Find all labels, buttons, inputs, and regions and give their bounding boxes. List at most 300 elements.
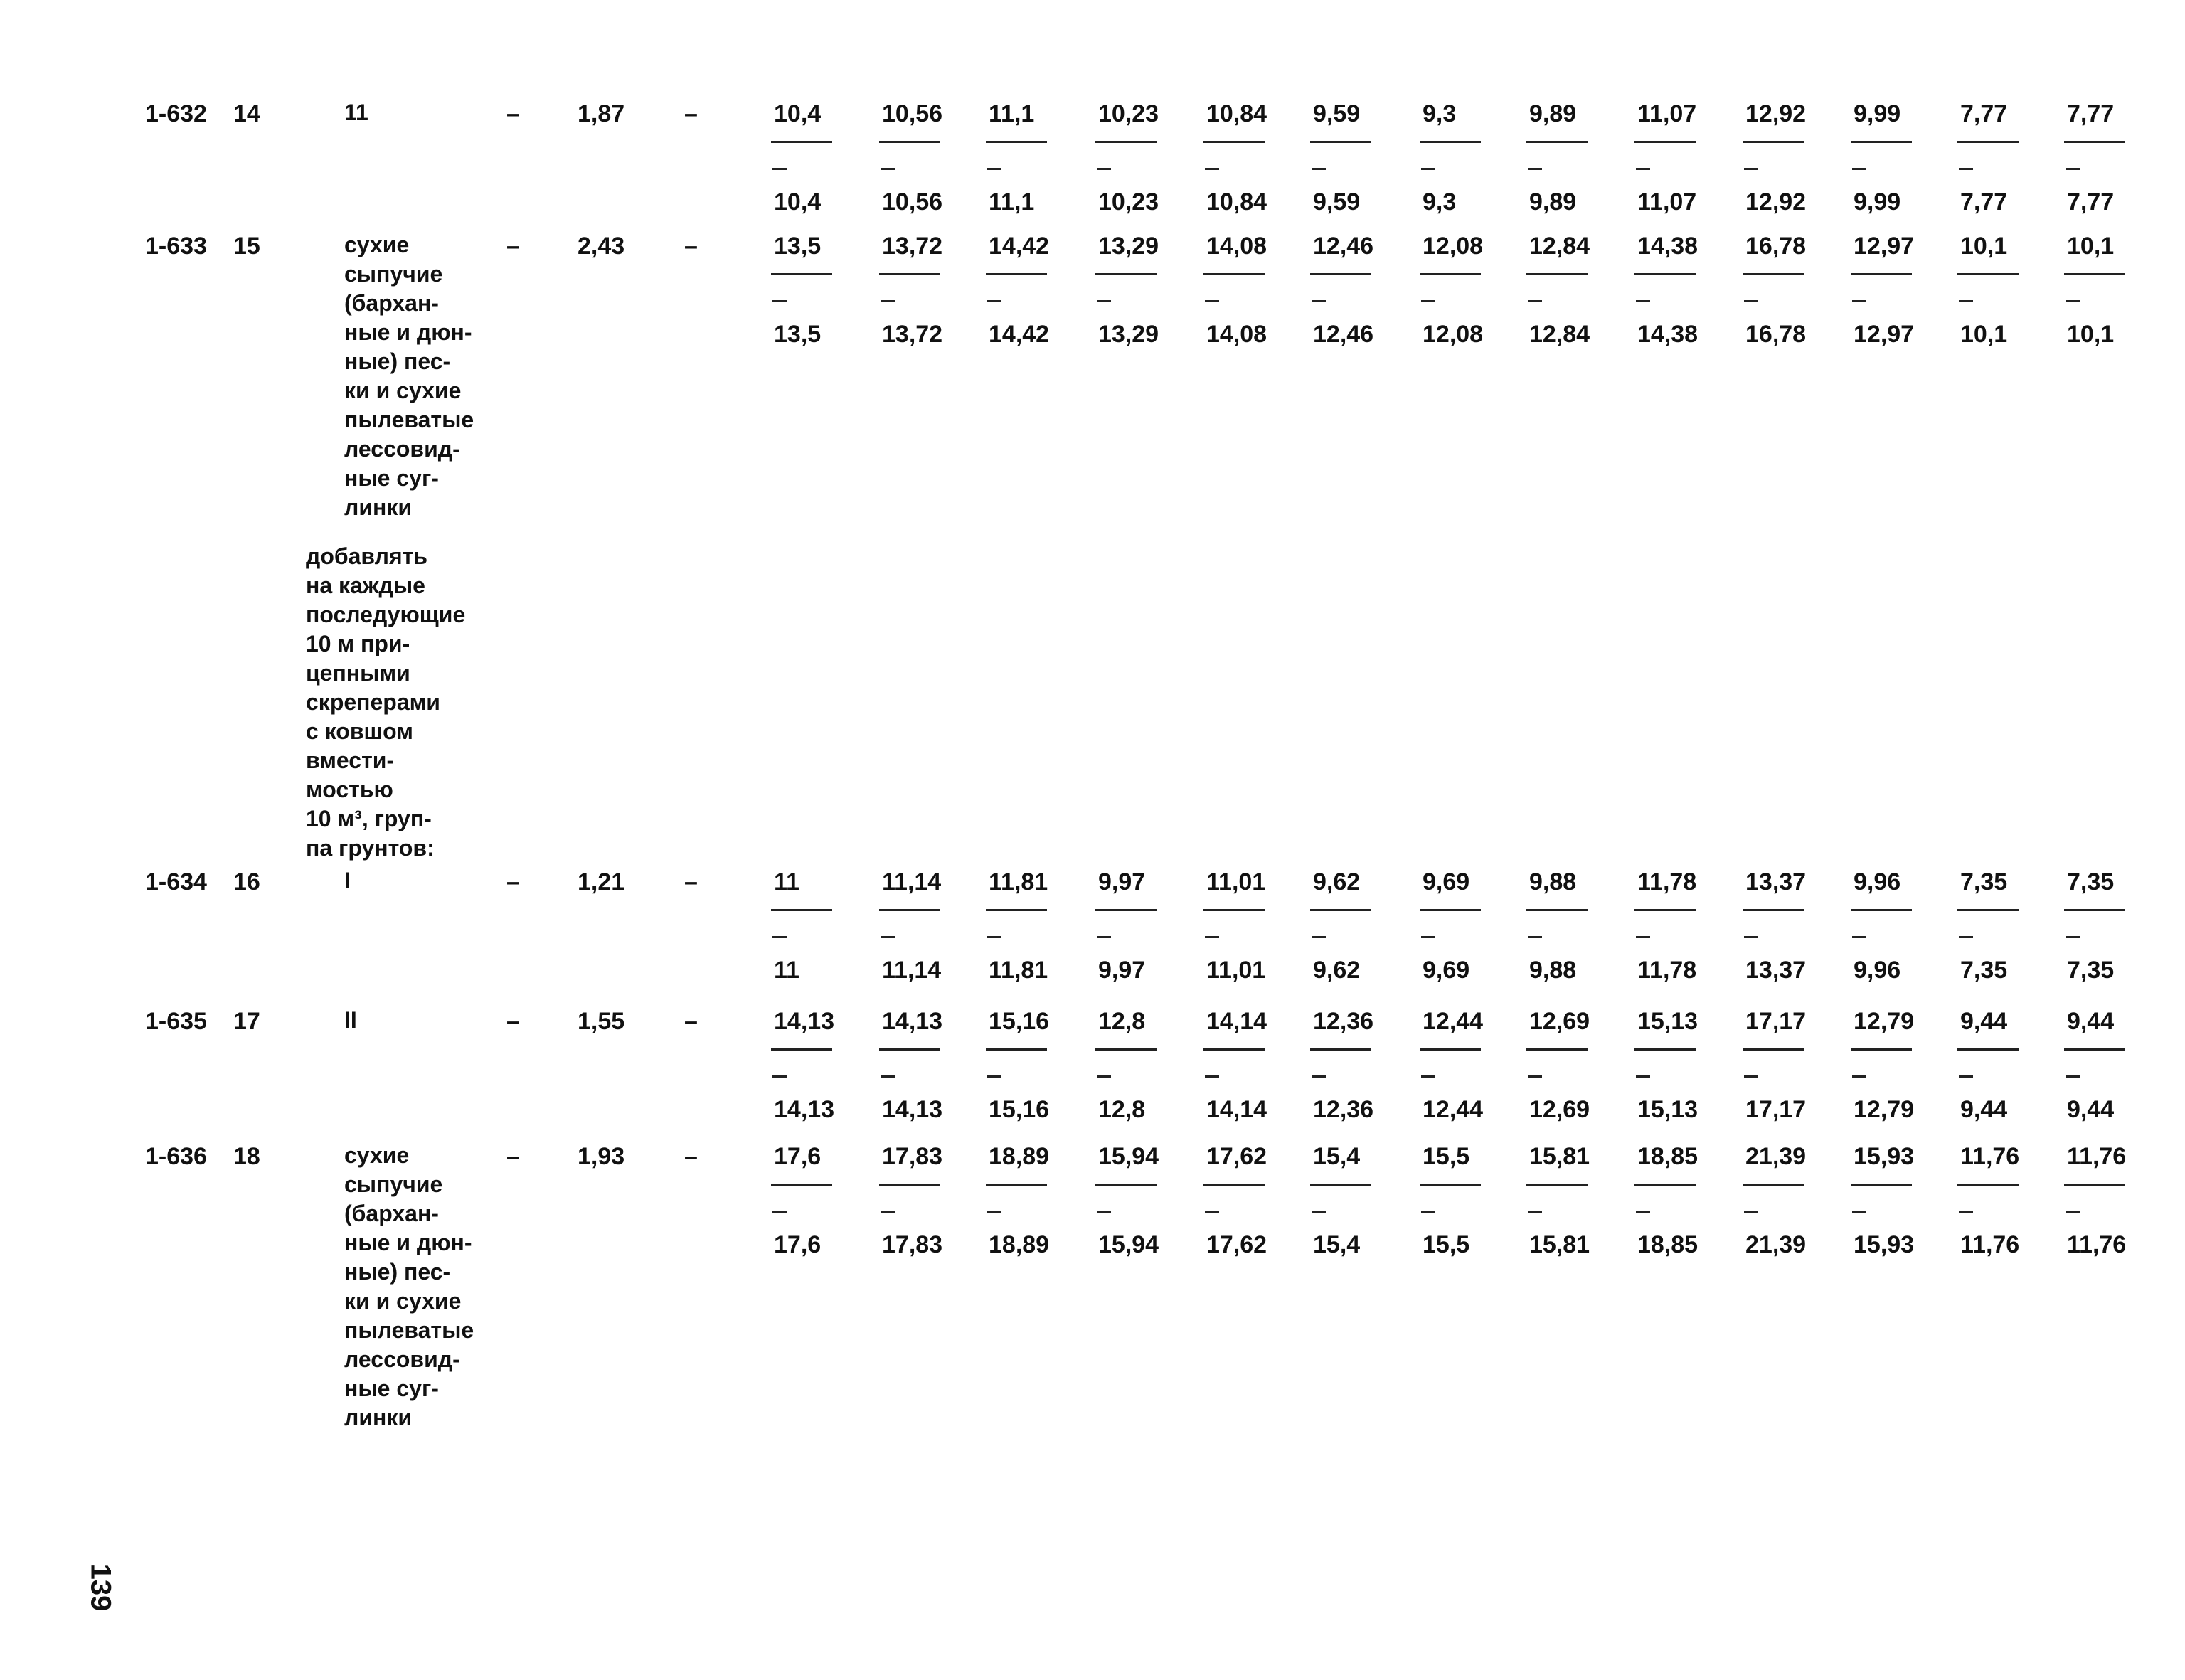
description-line: линки: [344, 1405, 413, 1430]
fraction-denominator: 14,13: [882, 1096, 943, 1123]
fraction-denominator: 12,44: [1423, 1096, 1484, 1123]
fraction-denominator: 14,13: [774, 1096, 835, 1123]
fraction-denominator: 13,5: [774, 321, 822, 348]
fraction-numerator: 11,1: [989, 100, 1035, 127]
fraction-bar: [1420, 1048, 1481, 1051]
fraction-denominator: 9,97: [1098, 957, 1146, 984]
fraction-denominator: 9,44: [2067, 1096, 2115, 1123]
fraction-mark: [1421, 300, 1435, 302]
fraction-mark: [1421, 936, 1435, 938]
fraction-numerator: 12,44: [1423, 1008, 1484, 1035]
fraction-numerator: 7,35: [1960, 868, 2008, 895]
fraction-bar: [1310, 909, 1371, 911]
fraction-denominator: 17,17: [1745, 1096, 1807, 1123]
fraction-mark: [881, 168, 895, 170]
fraction-bar: [1310, 273, 1371, 275]
description-line: ные) пес-: [344, 1259, 451, 1285]
note-line: 10 м³, груп-: [306, 806, 432, 831]
fraction-mark: [1205, 168, 1219, 170]
row-number: 17: [233, 1008, 260, 1035]
description-line: лессовид-: [344, 436, 460, 462]
fraction-mark: [772, 936, 787, 938]
fraction-denominator: 7,77: [1960, 188, 2008, 216]
column-dash-1: –: [506, 1143, 520, 1170]
fraction-numerator: 12,46: [1313, 233, 1374, 260]
fraction-numerator: 13,29: [1098, 233, 1159, 260]
fraction-mark: [1744, 1211, 1758, 1213]
fraction-bar: [1310, 141, 1371, 143]
fraction-mark: [1636, 1075, 1650, 1078]
fraction-bar: [1957, 273, 2019, 275]
description-line: ные и дюн-: [344, 1230, 472, 1255]
row-number: 14: [233, 100, 260, 127]
fraction-bar: [1095, 909, 1157, 911]
fraction-mark: [1744, 300, 1758, 302]
fraction-numerator: 7,35: [2067, 868, 2115, 895]
fraction-denominator: 14,08: [1206, 321, 1267, 348]
fraction-numerator: 13,37: [1745, 868, 1807, 895]
fraction-numerator: 13,72: [882, 233, 943, 260]
fraction-bar: [2064, 1184, 2125, 1186]
fraction-bar: [1634, 141, 1696, 143]
fraction-mark: [881, 1075, 895, 1078]
row-number: 18: [233, 1143, 260, 1170]
fraction-numerator: 10,56: [882, 100, 943, 127]
fraction-bar: [771, 909, 832, 911]
fraction-bar: [1203, 1184, 1265, 1186]
column-value-2: 1,55: [578, 1008, 625, 1035]
fraction-denominator: 9,3: [1423, 188, 1457, 216]
fraction-mark: [1852, 300, 1866, 302]
fraction-denominator: 14,42: [989, 321, 1050, 348]
fraction-mark: [1959, 1075, 1973, 1078]
fraction-numerator: 11,07: [1637, 100, 1697, 127]
fraction-denominator: 10,4: [774, 188, 822, 216]
fraction-mark: [1312, 300, 1326, 302]
fraction-bar: [1095, 273, 1157, 275]
column-dash-1: –: [506, 233, 520, 260]
note-line: цепными: [306, 660, 410, 686]
column-value-2: 1,87: [578, 100, 625, 127]
row-number: 16: [233, 868, 260, 895]
fraction-numerator: 11,78: [1637, 868, 1697, 895]
fraction-mark: [987, 1075, 1001, 1078]
fraction-numerator: 12,97: [1854, 233, 1915, 260]
description-line: пылеватые: [344, 1317, 474, 1343]
fraction-denominator: 7,35: [1960, 957, 2008, 984]
fraction-mark: [1852, 936, 1866, 938]
fraction-denominator: 11,01: [1206, 957, 1266, 984]
note-line: скреперами: [306, 689, 440, 715]
fraction-mark: [1959, 300, 1973, 302]
fraction-numerator: 12,92: [1745, 100, 1807, 127]
fraction-bar: [1526, 273, 1588, 275]
fraction-denominator: 9,44: [1960, 1096, 2008, 1123]
fraction-bar: [879, 909, 940, 911]
fraction-denominator: 10,1: [1960, 321, 2008, 348]
row-number: 15: [233, 233, 260, 260]
fraction-numerator: 14,38: [1637, 233, 1698, 260]
fraction-mark: [1528, 1075, 1542, 1078]
fraction-numerator: 11,76: [2067, 1143, 2127, 1170]
description-line: I: [344, 868, 351, 893]
fraction-mark: [1852, 168, 1866, 170]
fraction-mark: [1421, 1211, 1435, 1213]
fraction-numerator: 10,4: [774, 100, 822, 127]
fraction-mark: [1744, 1075, 1758, 1078]
fraction-denominator: 12,92: [1745, 188, 1807, 216]
fraction-denominator: 21,39: [1745, 1231, 1807, 1258]
fraction-denominator: 11,76: [2067, 1231, 2127, 1258]
fraction-numerator: 12,84: [1529, 233, 1590, 260]
fraction-bar: [1095, 1184, 1157, 1186]
row-description: [344, 866, 351, 895]
fraction-numerator: 10,1: [1960, 233, 2008, 260]
description-line: ные суг-: [344, 1376, 439, 1401]
fraction-denominator: 7,35: [2067, 957, 2115, 984]
fraction-mark: [2066, 300, 2080, 302]
fraction-denominator: 18,89: [989, 1231, 1050, 1258]
description-line: ные суг-: [344, 465, 439, 491]
fraction-bar: [1310, 1048, 1371, 1051]
fraction-bar: [1526, 909, 1588, 911]
fraction-mark: [1959, 936, 1973, 938]
fraction-mark: [1528, 300, 1542, 302]
page-number: 139: [85, 1563, 117, 1612]
fraction-mark: [987, 168, 1001, 170]
fraction-bar: [1957, 1184, 2019, 1186]
column-value-2: 1,21: [578, 868, 625, 895]
fraction-denominator: 12,46: [1313, 321, 1374, 348]
fraction-mark: [881, 936, 895, 938]
fraction-denominator: 18,85: [1637, 1231, 1698, 1258]
fraction-mark: [987, 1211, 1001, 1213]
fraction-bar: [1420, 141, 1481, 143]
note-line: на каждые: [306, 573, 425, 598]
fraction-bar: [879, 1184, 940, 1186]
row-description: [344, 230, 474, 522]
fraction-denominator: 12,08: [1423, 321, 1484, 348]
fraction-bar: [2064, 909, 2125, 911]
fraction-mark: [1636, 936, 1650, 938]
fraction-bar: [986, 909, 1047, 911]
fraction-numerator: 11: [774, 868, 799, 895]
fraction-denominator: 15,4: [1313, 1231, 1361, 1258]
fraction-denominator: 15,5: [1423, 1231, 1470, 1258]
description-line: линки: [344, 494, 413, 520]
fraction-numerator: 12,08: [1423, 233, 1484, 260]
fraction-denominator: 17,6: [774, 1231, 822, 1258]
fraction-bar: [1851, 1184, 1912, 1186]
fraction-numerator: 9,99: [1854, 100, 1901, 127]
fraction-bar: [986, 1184, 1047, 1186]
fraction-numerator: 9,97: [1098, 868, 1146, 895]
fraction-numerator: 9,44: [1960, 1008, 2008, 1035]
column-dash-3: –: [684, 1143, 698, 1170]
fraction-mark: [1312, 1075, 1326, 1078]
fraction-bar: [1743, 909, 1804, 911]
fraction-denominator: 12,84: [1529, 321, 1590, 348]
fraction-bar: [879, 141, 940, 143]
column-dash-3: –: [684, 233, 698, 260]
row-code: 1-632: [145, 100, 207, 127]
fraction-numerator: 17,6: [774, 1143, 822, 1170]
fraction-denominator: 7,77: [2067, 188, 2115, 216]
fraction-numerator: 12,36: [1313, 1008, 1374, 1035]
fraction-mark: [1205, 1075, 1219, 1078]
fraction-denominator: 11,07: [1637, 188, 1697, 216]
fraction-bar: [1420, 1184, 1481, 1186]
column-value-2: 2,43: [578, 233, 625, 260]
fraction-mark: [1959, 1211, 1973, 1213]
fraction-numerator: 9,44: [2067, 1008, 2115, 1035]
fraction-mark: [1744, 168, 1758, 170]
note-line: мостью: [306, 777, 393, 802]
fraction-numerator: 15,13: [1637, 1008, 1698, 1035]
fraction-denominator: 13,72: [882, 321, 943, 348]
fraction-bar: [1526, 1184, 1588, 1186]
row-description: [344, 1006, 357, 1035]
column-dash-1: –: [506, 100, 520, 127]
fraction-numerator: 10,84: [1206, 100, 1267, 127]
fraction-numerator: 14,42: [989, 233, 1050, 260]
fraction-bar: [1634, 909, 1696, 911]
fraction-bar: [1851, 273, 1912, 275]
fraction-numerator: 12,69: [1529, 1008, 1590, 1035]
fraction-mark: [1097, 1075, 1111, 1078]
fraction-numerator: 15,5: [1423, 1143, 1470, 1170]
column-dash-1: –: [506, 1008, 520, 1035]
fraction-numerator: 17,83: [882, 1143, 943, 1170]
row-code: 1-633: [145, 233, 207, 260]
fraction-denominator: 11,76: [1960, 1231, 2020, 1258]
fraction-denominator: 12,36: [1313, 1096, 1374, 1123]
fraction-numerator: 14,13: [774, 1008, 835, 1035]
note-line: вмести-: [306, 748, 395, 773]
fraction-bar: [1634, 273, 1696, 275]
fraction-denominator: 15,13: [1637, 1096, 1698, 1123]
fraction-numerator: 16,78: [1745, 233, 1807, 260]
fraction-numerator: 15,81: [1529, 1143, 1590, 1170]
fraction-bar: [1743, 1184, 1804, 1186]
fraction-mark: [1421, 168, 1435, 170]
fraction-numerator: 15,4: [1313, 1143, 1361, 1170]
column-value-2: 1,93: [578, 1143, 625, 1170]
fraction-numerator: 13,5: [774, 233, 822, 260]
row-description: [344, 1141, 474, 1432]
fraction-bar: [1957, 141, 2019, 143]
fraction-numerator: 9,59: [1313, 100, 1361, 127]
fraction-bar: [771, 273, 832, 275]
fraction-numerator: 10,1: [2067, 233, 2115, 260]
fraction-numerator: 9,96: [1854, 868, 1901, 895]
fraction-mark: [1959, 168, 1973, 170]
fraction-denominator: 11: [774, 957, 799, 984]
fraction-denominator: 11,78: [1637, 957, 1697, 984]
note-line: 10 м при-: [306, 631, 410, 656]
row-code: 1-634: [145, 868, 207, 895]
fraction-denominator: 10,23: [1098, 188, 1159, 216]
fraction-denominator: 11,14: [882, 957, 942, 984]
fraction-numerator: 9,88: [1529, 868, 1577, 895]
fraction-numerator: 14,08: [1206, 233, 1267, 260]
fraction-numerator: 7,77: [2067, 100, 2115, 127]
fraction-bar: [1203, 273, 1265, 275]
fraction-denominator: 9,89: [1529, 188, 1577, 216]
fraction-bar: [1851, 141, 1912, 143]
fraction-denominator: 10,1: [2067, 321, 2115, 348]
fraction-numerator: 9,89: [1529, 100, 1577, 127]
fraction-bar: [1634, 1184, 1696, 1186]
fraction-bar: [1420, 909, 1481, 911]
fraction-bar: [879, 1048, 940, 1051]
description-line: (бархан-: [344, 290, 439, 316]
fraction-bar: [1095, 141, 1157, 143]
fraction-mark: [987, 936, 1001, 938]
fraction-mark: [1528, 936, 1542, 938]
fraction-numerator: 12,79: [1854, 1008, 1915, 1035]
fraction-numerator: 15,16: [989, 1008, 1050, 1035]
fraction-denominator: 16,78: [1745, 321, 1807, 348]
fraction-bar: [1310, 1184, 1371, 1186]
fraction-bar: [771, 141, 832, 143]
fraction-bar: [986, 1048, 1047, 1051]
fraction-mark: [1097, 936, 1111, 938]
description-line: лессовид-: [344, 1346, 460, 1372]
note-line: добавлять: [306, 543, 428, 569]
column-dash-3: –: [684, 100, 698, 127]
fraction-mark: [772, 300, 787, 302]
fraction-numerator: 17,17: [1745, 1008, 1807, 1035]
row-code: 1-636: [145, 1143, 207, 1170]
fraction-mark: [1205, 1211, 1219, 1213]
description-line: ные и дюн-: [344, 319, 472, 345]
note-line: па грунтов:: [306, 835, 435, 861]
description-line: сыпучие: [344, 1171, 443, 1197]
description-line: ные) пес-: [344, 349, 451, 374]
fraction-bar: [2064, 1048, 2125, 1051]
fraction-numerator: 7,77: [1960, 100, 2008, 127]
fraction-mark: [1852, 1211, 1866, 1213]
fraction-denominator: 13,37: [1745, 957, 1807, 984]
fraction-numerator: 14,14: [1206, 1008, 1267, 1035]
description-line: ки и сухие: [344, 1288, 462, 1314]
fraction-numerator: 11,76: [1960, 1143, 2020, 1170]
fraction-mark: [1528, 1211, 1542, 1213]
fraction-bar: [1634, 1048, 1696, 1051]
fraction-numerator: 14,13: [882, 1008, 943, 1035]
fraction-mark: [881, 300, 895, 302]
fraction-bar: [1957, 909, 2019, 911]
description-line: II: [344, 1007, 357, 1033]
note-line: последующие: [306, 602, 466, 627]
fraction-mark: [1097, 1211, 1111, 1213]
fraction-denominator: 12,97: [1854, 321, 1915, 348]
fraction-mark: [1421, 1075, 1435, 1078]
fraction-numerator: 10,23: [1098, 100, 1159, 127]
description-line: сыпучие: [344, 261, 443, 287]
description-line: ки и сухие: [344, 378, 462, 403]
fraction-denominator: 15,94: [1098, 1231, 1159, 1258]
fraction-bar: [879, 273, 940, 275]
fraction-numerator: 12,8: [1098, 1008, 1146, 1035]
note-text: [306, 542, 465, 863]
note-line: с ковшом: [306, 718, 413, 744]
fraction-mark: [1636, 300, 1650, 302]
fraction-numerator: 18,85: [1637, 1143, 1698, 1170]
fraction-denominator: 15,81: [1529, 1231, 1590, 1258]
fraction-denominator: 14,38: [1637, 321, 1698, 348]
fraction-numerator: 9,3: [1423, 100, 1457, 127]
column-dash-3: –: [684, 1008, 698, 1035]
fraction-mark: [1312, 936, 1326, 938]
fraction-mark: [2066, 936, 2080, 938]
fraction-bar: [771, 1184, 832, 1186]
description-line: сухие: [344, 232, 410, 257]
fraction-numerator: 21,39: [1745, 1143, 1807, 1170]
fraction-denominator: 12,8: [1098, 1096, 1146, 1123]
fraction-bar: [1851, 1048, 1912, 1051]
fraction-mark: [1097, 300, 1111, 302]
row-code: 1-635: [145, 1008, 207, 1035]
fraction-denominator: 9,69: [1423, 957, 1470, 984]
fraction-numerator: 9,69: [1423, 868, 1470, 895]
fraction-bar: [986, 141, 1047, 143]
fraction-mark: [1744, 936, 1758, 938]
fraction-bar: [1851, 909, 1912, 911]
fraction-mark: [881, 1211, 895, 1213]
description-line: пылеватые: [344, 407, 474, 432]
fraction-denominator: 9,96: [1854, 957, 1901, 984]
fraction-denominator: 9,99: [1854, 188, 1901, 216]
fraction-denominator: 17,83: [882, 1231, 943, 1258]
fraction-numerator: 15,93: [1854, 1143, 1915, 1170]
fraction-mark: [2066, 1075, 2080, 1078]
fraction-mark: [1852, 1075, 1866, 1078]
fraction-numerator: 18,89: [989, 1143, 1050, 1170]
fraction-mark: [1205, 300, 1219, 302]
fraction-bar: [1526, 141, 1588, 143]
fraction-mark: [1312, 168, 1326, 170]
fraction-numerator: 9,62: [1313, 868, 1361, 895]
row-description: [344, 98, 368, 127]
fraction-denominator: 15,16: [989, 1096, 1050, 1123]
fraction-mark: [1312, 1211, 1326, 1213]
fraction-bar: [1743, 141, 1804, 143]
fraction-bar: [2064, 141, 2125, 143]
fraction-bar: [1957, 1048, 2019, 1051]
fraction-denominator: 12,69: [1529, 1096, 1590, 1123]
description-line: сухие: [344, 1142, 410, 1168]
fraction-denominator: 10,56: [882, 188, 943, 216]
fraction-mark: [772, 168, 787, 170]
fraction-numerator: 17,62: [1206, 1143, 1267, 1170]
fraction-bar: [1203, 909, 1265, 911]
fraction-bar: [1420, 273, 1481, 275]
fraction-bar: [1203, 1048, 1265, 1051]
fraction-denominator: 12,79: [1854, 1096, 1915, 1123]
fraction-denominator: 10,84: [1206, 188, 1267, 216]
fraction-mark: [1636, 168, 1650, 170]
fraction-mark: [772, 1075, 787, 1078]
fraction-bar: [1743, 273, 1804, 275]
fraction-numerator: 11,81: [989, 868, 1048, 895]
column-dash-3: –: [684, 868, 698, 895]
fraction-numerator: 11,01: [1206, 868, 1266, 895]
fraction-bar: [1095, 1048, 1157, 1051]
fraction-denominator: 14,14: [1206, 1096, 1267, 1123]
description-line: (бархан-: [344, 1201, 439, 1226]
